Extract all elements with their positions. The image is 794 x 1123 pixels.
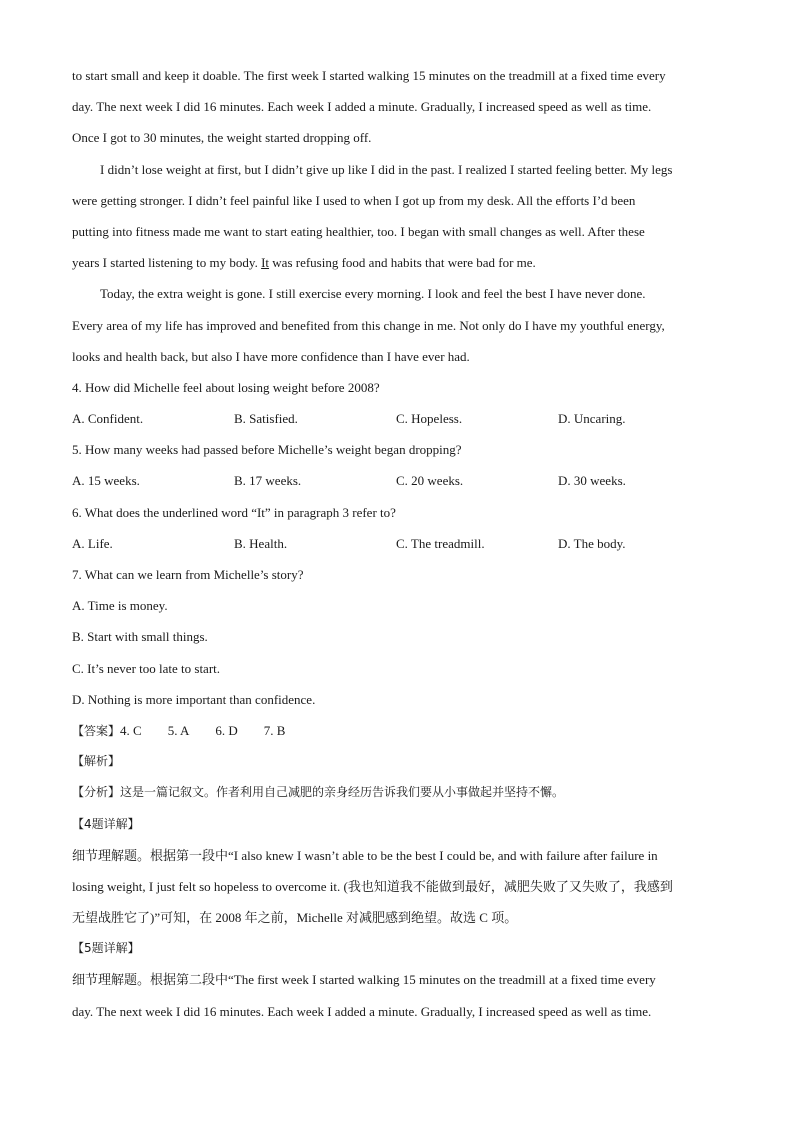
option-a: A. Time is money. — [72, 598, 168, 614]
detail-5-line: day. The next week I did 16 minutes. Each week I added a minute. Gradually, I increased speed as well as time. — [72, 1003, 652, 1019]
option-c: C. The treadmill. — [396, 535, 485, 551]
question-stem-6: 6. What does the underlined word “It” in paragraph 3 refer to? — [72, 504, 396, 520]
answer-line — [72, 715, 722, 746]
option-d: D. 30 weeks. — [558, 473, 626, 489]
summary-label: 【分析】 — [72, 785, 121, 800]
detail-4-line: 细节理解题。根据第一段中“I also knew I wasn’t able to be the best I could be, and with failure after failure in — [72, 847, 658, 863]
detail-5-line: 细节理解题。根据第二段中“The first week I started walking 15 minutes on the treadmill at a fixed time every — [72, 972, 656, 988]
passage-line: day. The next week I did 16 minutes. Each week I added a minute. Gradually, I increased speed as well as time. — [72, 99, 652, 115]
passage-text: was refusing food and habits that were bad for me. — [269, 255, 536, 271]
option-b: B. Health. — [234, 535, 288, 551]
option-b: B. 17 weeks. — [234, 473, 302, 489]
question-stem-4: 4. How did Michelle feel about losing weight before 2008? — [72, 379, 380, 395]
detail-5-label: 【5题详解】 — [72, 941, 140, 956]
option-c: C. Hopeless. — [396, 411, 463, 427]
analysis-label: 【解析】 — [72, 754, 121, 769]
passage-text: years I started listening to my body. — [72, 255, 262, 271]
passage-line: were getting stronger. I didn’t feel painful like I used to when I got up from my desk. All the efforts I’d been — [72, 192, 636, 208]
option-a: A. Confident. — [72, 411, 144, 427]
detail-4-line: 无望战胜它了)”可知，在 2008 年之前，Michelle 对减肥感到绝望。故选 C 项。 — [72, 910, 518, 926]
option-a: A. Life. — [72, 535, 113, 551]
passage-line: to start small and keep it doable. The first week I started walking 15 minutes on the treadmill at a fixed time every — [72, 68, 666, 83]
question-options-4 — [72, 403, 722, 434]
option-b: B. Satisfied. — [234, 411, 298, 427]
option-d: D. Nothing is more important than confidence. — [72, 691, 316, 707]
question-options-5 — [72, 465, 722, 496]
passage-line: Today, the extra weight is gone. I still exercise every morning. I look and feel the best I have never done. — [100, 286, 646, 302]
passage-line: putting into fitness made me want to start eating healthier, too. I began with small changes as well. After these — [72, 223, 645, 239]
summary-text: 这是一篇记叙文。作者利用自己减肥的亲身经历告诉我们要从小事做起并坚持不懈。 — [120, 785, 565, 800]
answer-item: 6. D — [215, 722, 238, 738]
answer-label: 【答案】 — [72, 723, 121, 738]
option-c: C. 20 weeks. — [396, 473, 464, 489]
document-page — [72, 60, 722, 1027]
passage-line: Once I got to 30 minutes, the weight started dropping off. — [72, 130, 372, 146]
option-d: D. Uncaring. — [558, 411, 626, 427]
option-a: A. 15 weeks. — [72, 473, 140, 489]
passage-line: I didn’t lose weight at first, but I didn’t give up like I did in the past. I realized I started feeling better. My legs — [100, 161, 673, 177]
option-b: B. Start with small things. — [72, 629, 208, 645]
answer-item: 4. C — [120, 722, 142, 738]
passage-line-underlined — [72, 247, 722, 278]
option-d: D. The body. — [558, 535, 626, 551]
passage-line: Every area of my life has improved and benefited from this change in me. Not only do I have my youthful energy, — [72, 317, 665, 333]
passage-line: looks and health back, but also I have more confidence than I have ever had. — [72, 348, 470, 364]
option-c: C. It’s never too late to start. — [72, 660, 221, 676]
question-options-6 — [72, 528, 722, 559]
analysis-summary — [72, 777, 722, 808]
underlined-word-it: It — [261, 255, 270, 271]
answer-item: 7. B — [263, 722, 286, 738]
detail-4-line: losing weight, I just felt so hopeless to overcome it. (我也知道我不能做到最好，减肥失败了又失败了，我感到 — [72, 878, 673, 894]
answer-item: 5. A — [167, 722, 190, 738]
question-stem-5: 5. How many weeks had passed before Michelle’s weight began dropping? — [72, 442, 462, 458]
detail-4-label: 【4题详解】 — [72, 816, 140, 831]
question-stem-7: 7. What can we learn from Michelle’s story? — [72, 567, 304, 582]
